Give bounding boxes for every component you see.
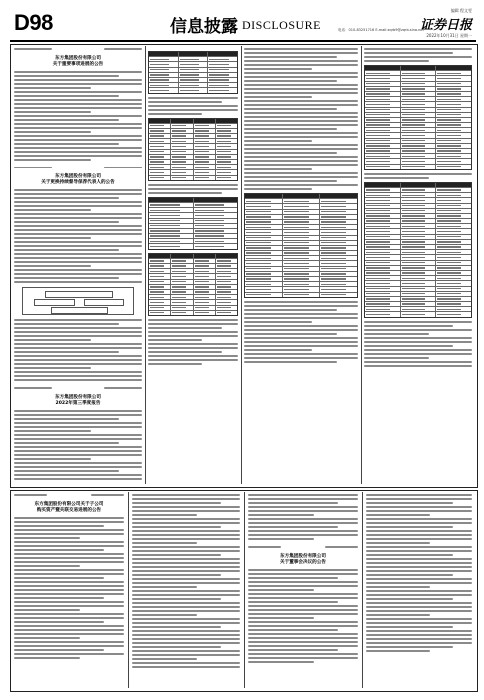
contact-line: 电话：010-83251716 E-mail:zqrb9@zqrb.sina.net <box>338 28 424 32</box>
data-table <box>148 118 238 181</box>
notice-title: 2022年第三季度报告 <box>55 400 101 406</box>
notice-title: 关于更换持续督导保荐代表人的公告 <box>41 180 115 185</box>
data-table <box>148 253 238 316</box>
notice-company: 东方集团股份有限公司 <box>55 174 101 179</box>
bottom-column-1 <box>14 494 124 686</box>
notice-heading <box>14 174 142 186</box>
column-rule <box>362 492 363 688</box>
data-table <box>148 51 238 94</box>
notice-meta <box>14 494 124 498</box>
bottom-column-3 <box>248 494 358 686</box>
financial-table <box>364 182 472 318</box>
notice-meta <box>14 48 142 52</box>
column-rule <box>244 492 245 688</box>
newspaper-logo: 证券日报 <box>419 18 472 33</box>
column-rule <box>241 46 242 484</box>
column-rule <box>361 46 362 484</box>
masthead-right <box>420 8 472 39</box>
notice-company: 东方集团股份有限公司 <box>280 553 326 559</box>
notice-heading <box>248 554 358 566</box>
notice-company: 东方集团股份有限公司 <box>55 55 101 61</box>
notice-heading <box>14 502 124 514</box>
notice-heading <box>14 56 142 68</box>
page-number: D98 <box>14 10 53 35</box>
financial-table <box>364 65 472 170</box>
notice-meta <box>14 387 142 391</box>
bottom-column-4 <box>366 494 472 686</box>
masthead <box>10 6 476 42</box>
notice-title: 关于董事会决议的公告 <box>280 559 326 565</box>
structure-diagram <box>22 287 134 315</box>
notice-heading <box>14 395 142 407</box>
section-title-en: DISCLOSURE <box>242 18 322 32</box>
notice-title: 购买资产暨关联交易进展的公告 <box>36 507 102 513</box>
column-1 <box>14 48 142 482</box>
notice-company: 东方集团股份有限公司关于子公司 <box>34 501 104 507</box>
data-table <box>244 193 358 298</box>
column-2 <box>148 48 238 482</box>
editor-credit: 编辑 程文雯 <box>450 8 472 13</box>
notice-company: 东方集团股份有限公司 <box>55 394 101 400</box>
section-title-cn: 信息披露 <box>170 17 238 37</box>
column-3 <box>244 48 358 482</box>
column-rule <box>128 492 129 688</box>
notice-title: 关于重要事项进展的公告 <box>52 61 104 67</box>
bottom-column-2 <box>132 494 240 686</box>
publication-date: 2022年10月31日 星期一 <box>426 33 472 38</box>
notice-meta <box>248 546 358 550</box>
column-rule <box>145 46 146 484</box>
data-table <box>148 197 238 250</box>
notice-meta <box>14 167 142 171</box>
column-4 <box>364 48 472 482</box>
